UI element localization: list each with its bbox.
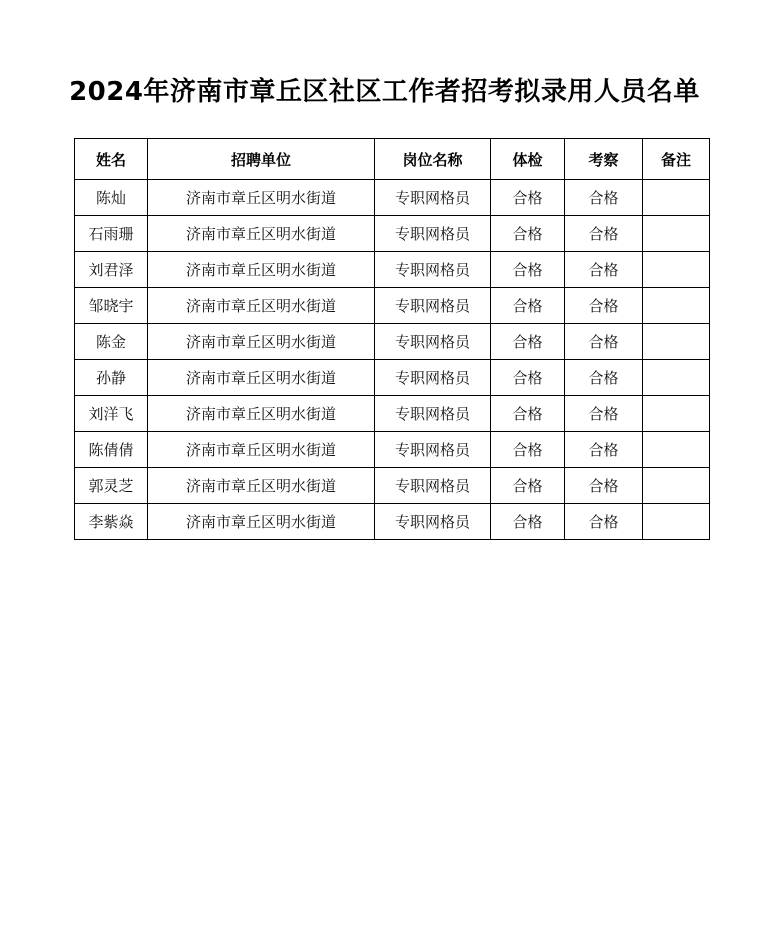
cell-inspection: 合格 [565,432,643,468]
cell-position: 专职网格员 [375,396,491,432]
cell-physical-exam: 合格 [491,396,565,432]
cell-hiring-unit: 济南市章丘区明水街道 [148,288,375,324]
cell-name: 李紫焱 [75,504,148,540]
cell-hiring-unit: 济南市章丘区明水街道 [148,504,375,540]
cell-remarks [643,216,710,252]
cell-hiring-unit: 济南市章丘区明水街道 [148,180,375,216]
cell-physical-exam: 合格 [491,468,565,504]
cell-inspection: 合格 [565,288,643,324]
table-row [75,324,710,360]
cell-hiring-unit: 济南市章丘区明水街道 [148,468,375,504]
cell-name: 陈倩倩 [75,432,148,468]
cell-name: 刘君泽 [75,252,148,288]
table-row [75,360,710,396]
header-hiring-unit: 招聘单位 [148,139,375,180]
hiring-list-table [74,138,710,540]
table-row [75,180,710,216]
cell-hiring-unit: 济南市章丘区明水街道 [148,360,375,396]
cell-hiring-unit: 济南市章丘区明水街道 [148,324,375,360]
cell-inspection: 合格 [565,324,643,360]
cell-position: 专职网格员 [375,288,491,324]
cell-name: 郭灵芝 [75,468,148,504]
cell-inspection: 合格 [565,396,643,432]
cell-position: 专职网格员 [375,180,491,216]
cell-name: 石雨珊 [75,216,148,252]
cell-hiring-unit: 济南市章丘区明水街道 [148,216,375,252]
cell-physical-exam: 合格 [491,180,565,216]
cell-remarks [643,360,710,396]
cell-position: 专职网格员 [375,360,491,396]
cell-physical-exam: 合格 [491,360,565,396]
cell-hiring-unit: 济南市章丘区明水街道 [148,252,375,288]
table-row [75,252,710,288]
cell-remarks [643,504,710,540]
cell-name: 陈金 [75,324,148,360]
cell-physical-exam: 合格 [491,504,565,540]
cell-position: 专职网格员 [375,252,491,288]
cell-hiring-unit: 济南市章丘区明水街道 [148,432,375,468]
cell-physical-exam: 合格 [491,216,565,252]
cell-remarks [643,432,710,468]
cell-name: 刘洋飞 [75,396,148,432]
table-row [75,216,710,252]
cell-name: 邹晓宇 [75,288,148,324]
header-inspection: 考察 [565,139,643,180]
header-name: 姓名 [75,139,148,180]
table-header-row [75,139,710,180]
cell-physical-exam: 合格 [491,288,565,324]
table-row [75,432,710,468]
cell-remarks [643,252,710,288]
cell-physical-exam: 合格 [491,252,565,288]
cell-name: 陈灿 [75,180,148,216]
table-row [75,288,710,324]
cell-inspection: 合格 [565,360,643,396]
cell-position: 专职网格员 [375,216,491,252]
cell-remarks [643,288,710,324]
table-row [75,468,710,504]
cell-inspection: 合格 [565,216,643,252]
cell-physical-exam: 合格 [491,324,565,360]
cell-inspection: 合格 [565,180,643,216]
cell-position: 专职网格员 [375,432,491,468]
cell-inspection: 合格 [565,252,643,288]
cell-position: 专职网格员 [375,468,491,504]
document-title: 2024年济南市章丘区社区工作者招考拟录用人员名单 [69,77,700,107]
cell-remarks [643,396,710,432]
cell-inspection: 合格 [565,468,643,504]
cell-hiring-unit: 济南市章丘区明水街道 [148,396,375,432]
table-row [75,396,710,432]
header-position: 岗位名称 [375,139,491,180]
cell-position: 专职网格员 [375,504,491,540]
cell-name: 孙静 [75,360,148,396]
cell-remarks [643,180,710,216]
header-physical-exam: 体检 [491,139,565,180]
cell-remarks [643,468,710,504]
cell-physical-exam: 合格 [491,432,565,468]
header-remarks: 备注 [643,139,710,180]
table-row [75,504,710,540]
cell-position: 专职网格员 [375,324,491,360]
cell-inspection: 合格 [565,504,643,540]
cell-remarks [643,324,710,360]
